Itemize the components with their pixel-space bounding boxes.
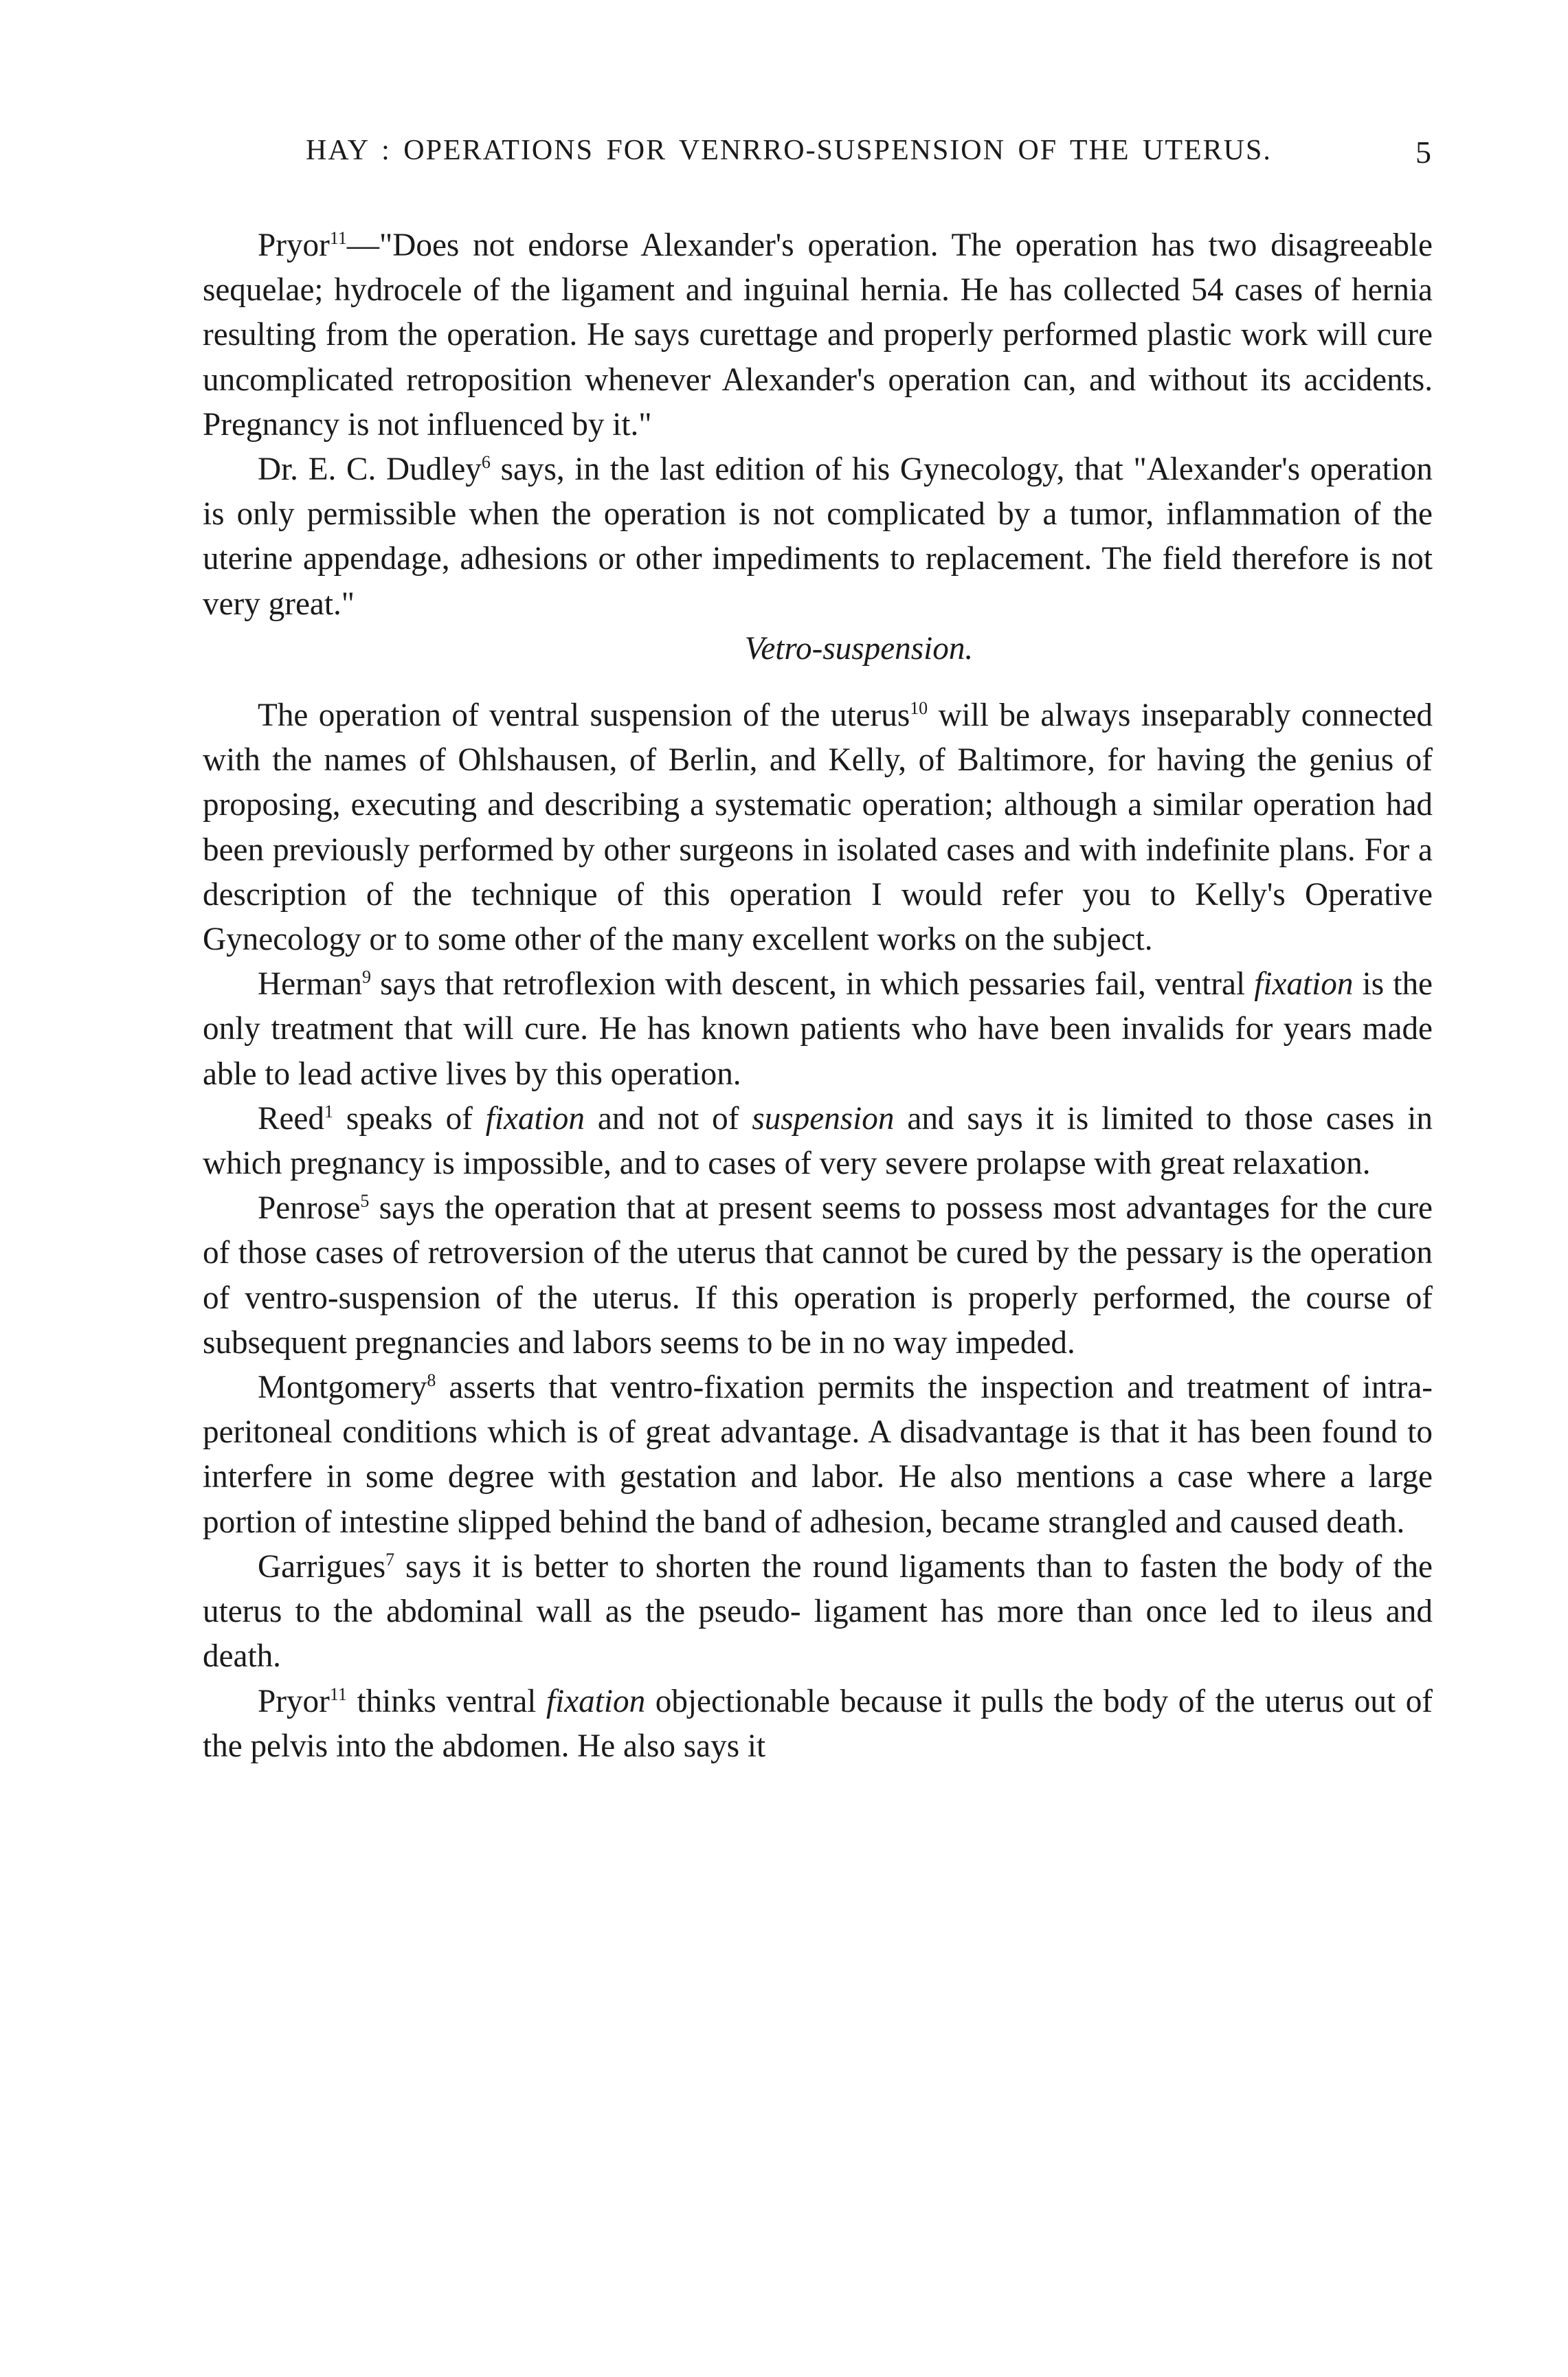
footnote-ref: 10 [910,698,928,719]
text-run: —"Does not endorse Alexander's operation. The operation has two disagreeable sequelae; hydrocele of the ligament and inguinal hernia. He has collected 54 cases of hernia resulting from the operation. He says curettage and properly performed plastic work will cure uncomplicated retroposition whenever Alexander's operation can, and without its accidents. Pregnancy is not influenced by it." [203,227,1433,443]
paragraph [203,962,1433,1097]
text-run: is the only treatment that will cure. He has known patients who have been invalids for years made able to lead active lives by this operation. [203,966,1433,1092]
text-run: thinks ventral [346,1683,546,1719]
italic-text: suspension [752,1100,895,1137]
text-run: says the operation that at present seems to possess most advantages for the cure of those cases of retroversion of the uterus that cannot be cured by the pessary is the operation of ventro-suspension of the uterus. If this operation is properly performed, the course of subsequent pregnancies and labors seems to be in no way impeded. [203,1190,1433,1361]
footnote-ref: 7 [385,1550,395,1570]
text-run: says it is better to shorten the round ligaments than to fasten the body of the uterus to the abdominal wall as the pseudo- ligament has more than once led to ileus and death. [203,1548,1433,1675]
paragraph [203,1679,1433,1769]
running-head-title: HAY : OPERATIONS FOR VENRRO-SUSPENSION OF THE UTERUS. [306,135,1272,166]
text-run: Pryor [258,227,330,263]
body-text [203,223,1433,1769]
footnote-ref: 1 [324,1102,333,1121]
footnote-ref: 6 [481,452,491,473]
text-run: Dr. E. C. Dudley [258,451,482,488]
footnote-ref: 5 [360,1191,370,1212]
text-run: says, in the last edition of his Gynecology, that "Alexander's operation is only permissible when the operation is not complicated by a tumor, inflammation of the uterine appendage, adhesions or other impediments to replacement. The field therefore is not very great." [203,451,1433,622]
running-head [203,134,1433,182]
text-run: and says it is limited to those cases in which pregnancy is impossible, and to cases of very severe prolapse with great relaxation. [203,1100,1433,1182]
text-run: and not of [584,1100,752,1137]
text-run: Reed [258,1100,324,1137]
text-run: objectionable because it pulls the body of the uterus out of the pelvis into the abdomen. He also says it [203,1683,1433,1764]
footnote-ref: 8 [427,1370,436,1391]
footnote-ref: 9 [361,967,371,987]
paragraph [203,1545,1433,1679]
text-run: Montgomery [258,1370,427,1406]
section-heading: Vetro-suspension. [744,630,974,667]
page-number: 5 [1415,135,1433,170]
book-page [203,134,1433,1769]
text-run: says that retroflexion with descent, in which pessaries fail, ventral [370,966,1255,1003]
paragraph [203,447,1433,627]
text-run: The operation of ventral suspension of the uterus [258,698,910,734]
paragraph [203,693,1433,962]
italic-text: fixation [546,1683,646,1719]
text-run: will be always inseparably connected with the names of Ohlshausen, of Berlin, and Kelly, of Baltimore, for having the genius of proposing, executing and describing a systematic operation; although a similar operation had been previously performed by other surgeons in isolated cases and with indefinite plans. For a description of the technique of this operation I would refer you to Kelly's Operative Gynecology or to some other of the many excellent works on the subject. [203,698,1433,958]
text-run: Garrigues [258,1548,386,1585]
text-run: Herman [258,966,362,1003]
footnote-ref: 11 [329,1684,347,1704]
text-run: Pryor [258,1683,330,1719]
paragraph [203,1097,1433,1186]
text-run: Penrose [258,1190,361,1227]
italic-text: fixation [485,1100,585,1137]
paragraph [203,1186,1433,1365]
italic-text: fixation [1254,966,1354,1003]
text-run: asserts that ventro-fixation permits the inspection and treatment of intra-peritoneal conditions which is of great advantage. A disadvantage is that it has been found to interfere in some degree with gestation and labor. He also mentions a case where a large portion of intestine slipped behind the band of adhesion, became strangled and caused death. [203,1370,1433,1540]
paragraph [203,223,1433,447]
text-run: speaks of [333,1100,486,1137]
footnote-ref: 11 [329,228,347,249]
paragraph [203,1365,1433,1545]
